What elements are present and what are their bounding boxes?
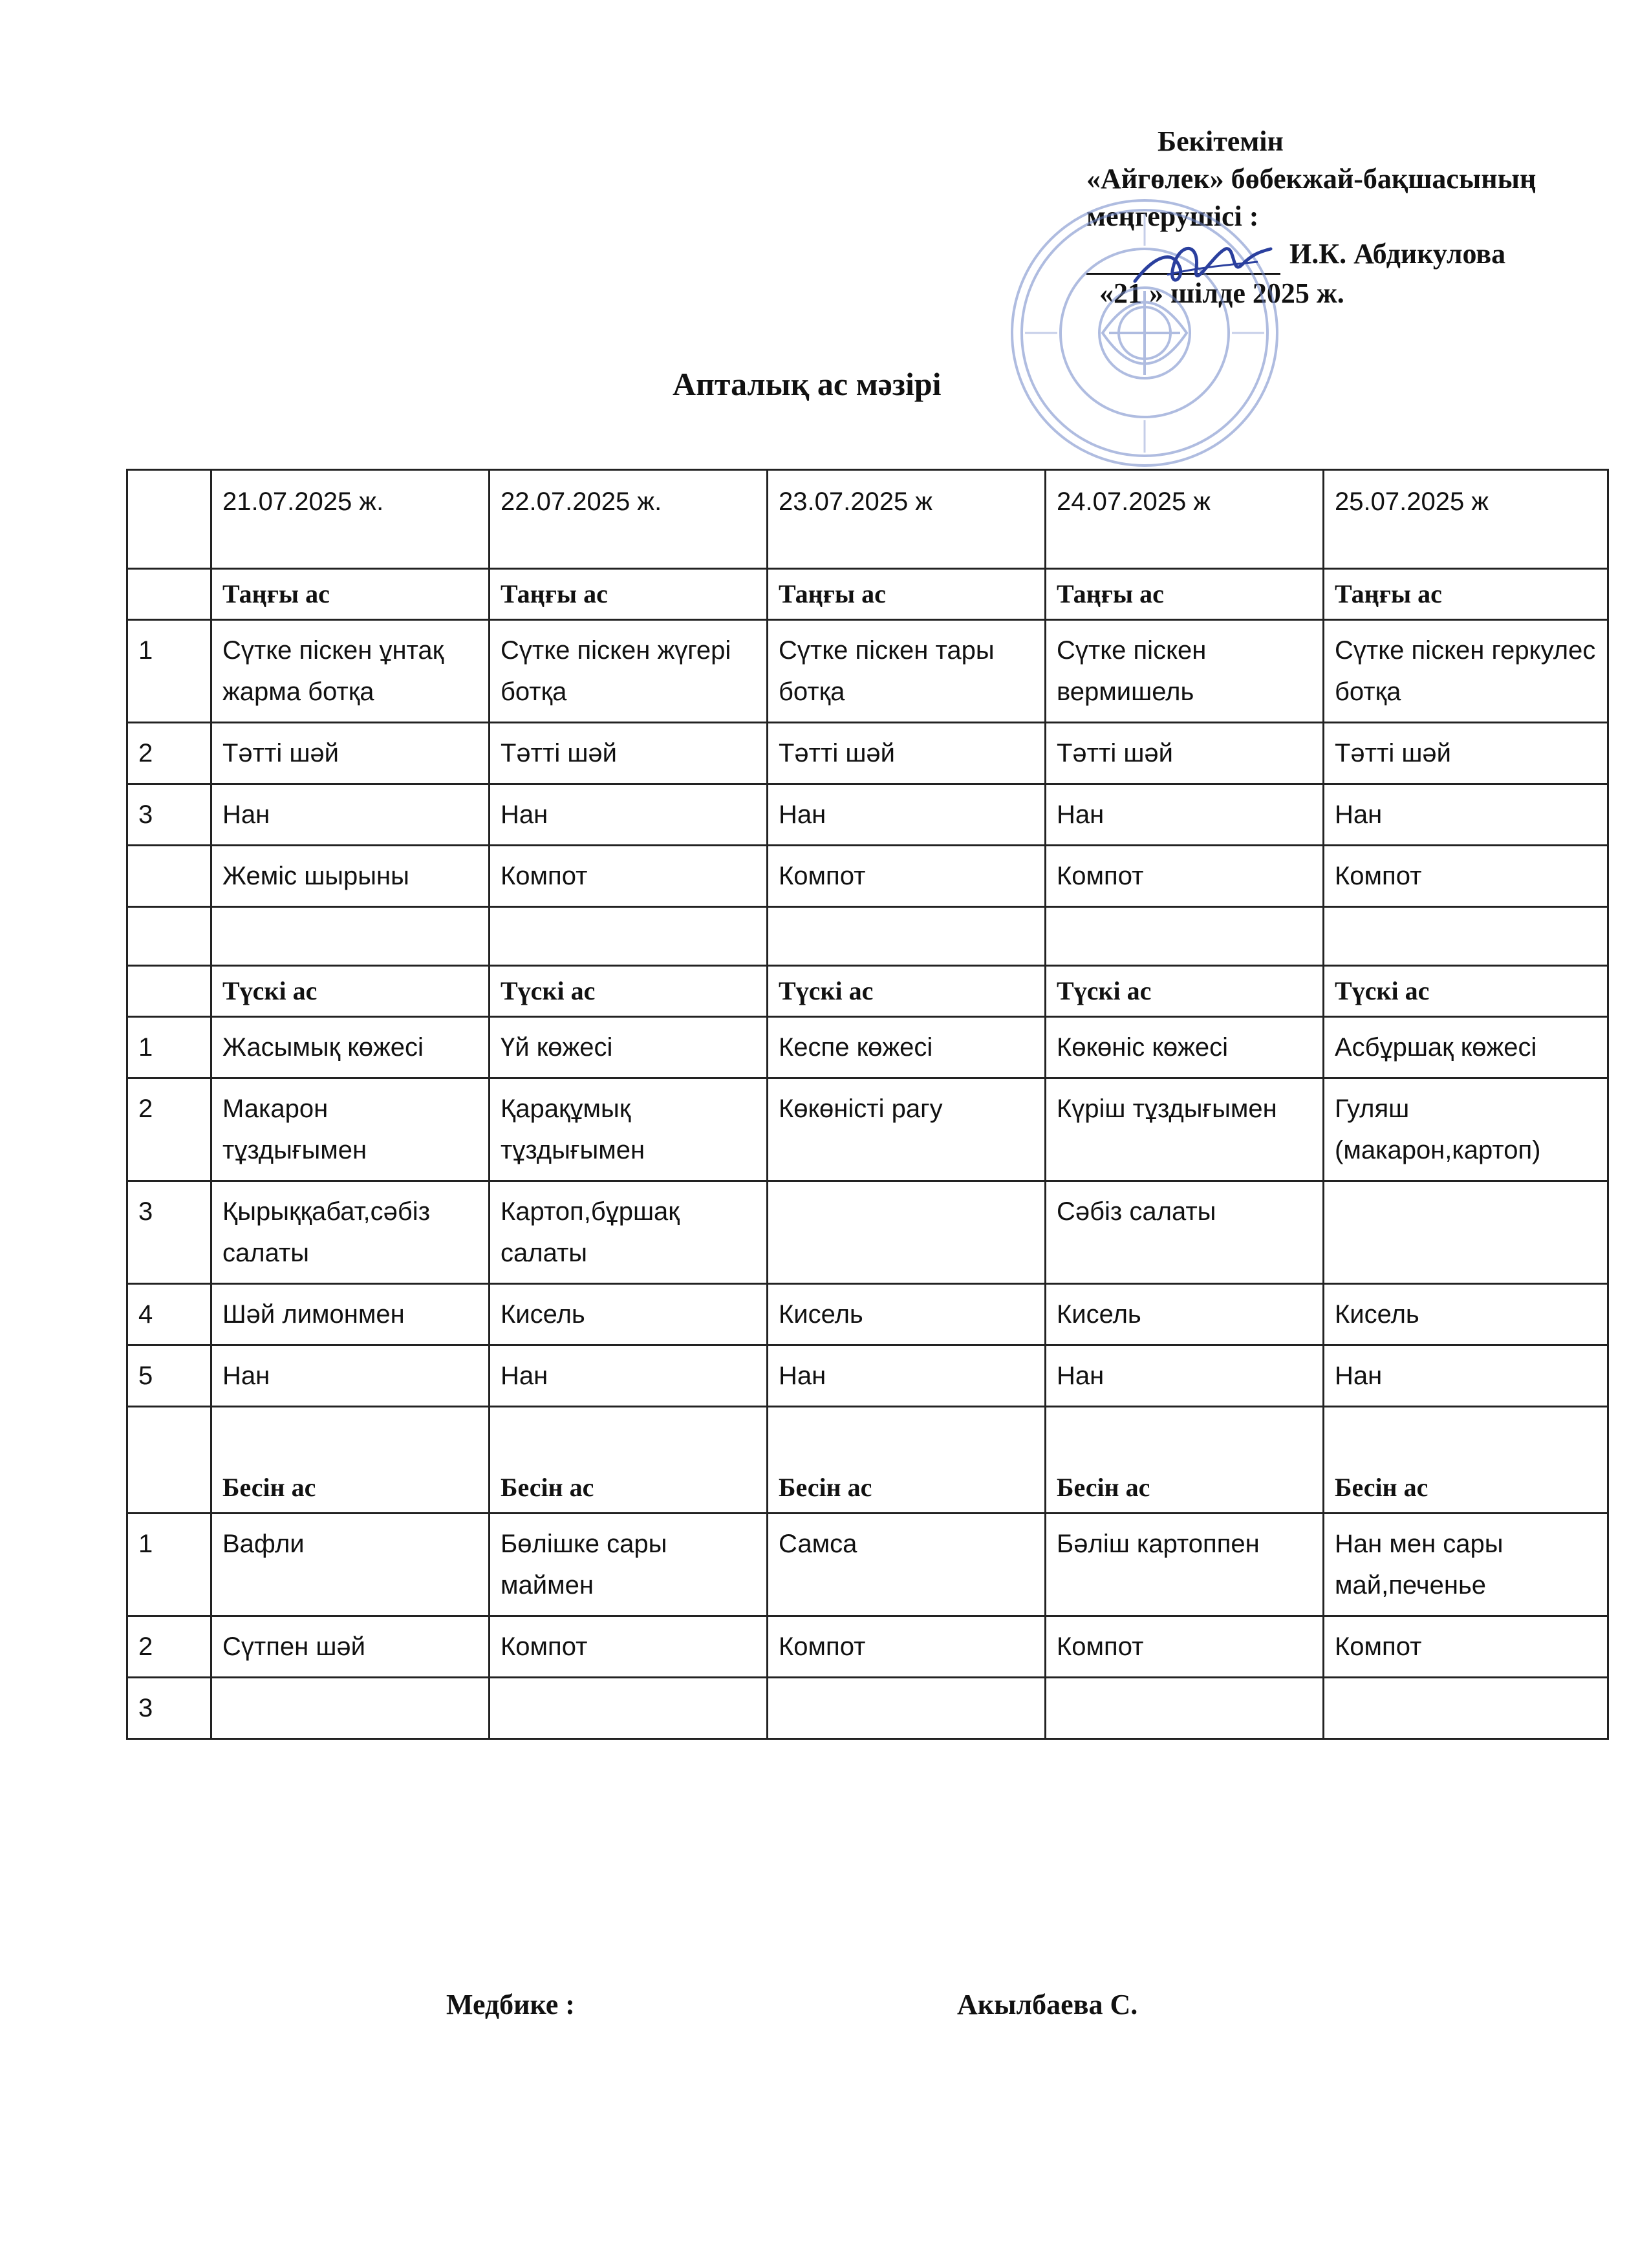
row-number: 2 — [127, 723, 211, 784]
breakfast-header-row — [127, 569, 1608, 620]
table-row — [127, 1078, 1608, 1181]
dish-cell — [1324, 1678, 1608, 1739]
lunch-label: Түскі ас — [211, 966, 490, 1017]
dish-cell: Нан — [211, 784, 490, 846]
meal-header-num — [127, 569, 211, 620]
dish-cell: Тәтті шәй — [768, 723, 1046, 784]
breakfast-label: Таңғы ас — [1324, 569, 1608, 620]
dish-cell: Нан — [490, 1345, 768, 1407]
meal-header-num — [127, 966, 211, 1017]
dish-cell: Тәтті шәй — [1046, 723, 1324, 784]
dish-cell: Компот — [1046, 1616, 1324, 1678]
date-cell: 23.07.2025 ж — [768, 470, 1046, 569]
dish-cell: Картоп,бұршақ салаты — [490, 1181, 768, 1284]
row-number: 4 — [127, 1284, 211, 1345]
date-cell: 22.07.2025 ж. — [490, 470, 768, 569]
table-row — [127, 1181, 1608, 1284]
dish-cell: Кеспе көжесі — [768, 1017, 1046, 1078]
dish-cell: Тәтті шәй — [211, 723, 490, 784]
dish-cell: Нан — [211, 1345, 490, 1407]
dish-cell: Сәбіз салаты — [1046, 1181, 1324, 1284]
row-number: 1 — [127, 1514, 211, 1616]
snack-label: Бесін ас — [768, 1407, 1046, 1514]
dish-cell — [768, 907, 1046, 966]
approval-date: «21 » шілде 2025 ж. — [1099, 277, 1344, 309]
dish-cell — [1324, 1181, 1608, 1284]
dish-cell: Асбұршақ көжесі — [1324, 1017, 1608, 1078]
table-row — [127, 1616, 1608, 1678]
dish-cell: Жеміс шырыны — [211, 846, 490, 907]
approval-name: И.К. Абдикулова — [1289, 238, 1506, 270]
dish-cell: Бөлішке сары маймен — [490, 1514, 768, 1616]
signature-icon — [1128, 230, 1277, 301]
row-number: 2 — [127, 1616, 211, 1678]
dish-cell: Кисель — [490, 1284, 768, 1345]
dish-cell: Нан — [768, 784, 1046, 846]
table-row — [127, 1017, 1608, 1078]
approval-organization: «Айгөлек» бөбекжай-бақшасының — [1086, 163, 1536, 195]
row-number — [127, 846, 211, 907]
dish-cell: Сүтке піскен тары ботқа — [768, 620, 1046, 723]
approval-heading: Бекітемін — [1158, 125, 1284, 157]
breakfast-label: Таңғы ас — [211, 569, 490, 620]
table-row — [127, 1514, 1608, 1616]
lunch-header-row — [127, 966, 1608, 1017]
dish-cell: Сүтке піскен геркулес ботқа — [1324, 620, 1608, 723]
dish-cell: Нан — [1324, 1345, 1608, 1407]
dish-cell: Күріш тұздығымен — [1046, 1078, 1324, 1181]
corner-cell — [127, 470, 211, 569]
dish-cell — [1046, 1678, 1324, 1739]
dish-cell: Нан — [1324, 784, 1608, 846]
snack-header-row — [127, 1407, 1608, 1514]
dish-cell: Сүтке піскен вермишель — [1046, 620, 1324, 723]
dish-cell: Кисель — [768, 1284, 1046, 1345]
dish-cell — [1046, 907, 1324, 966]
dish-cell — [768, 1678, 1046, 1739]
breakfast-label: Таңғы ас — [490, 569, 768, 620]
dish-cell: Нан — [490, 784, 768, 846]
row-number: 2 — [127, 1078, 211, 1181]
dish-cell: Сүтпен шәй — [211, 1616, 490, 1678]
dish-cell: Жасымық көжесі — [211, 1017, 490, 1078]
lunch-label: Түскі ас — [490, 966, 768, 1017]
breakfast-label: Таңғы ас — [1046, 569, 1324, 620]
date-header-row — [127, 470, 1608, 569]
dish-cell — [1324, 907, 1608, 966]
row-number: 3 — [127, 1181, 211, 1284]
dish-cell: Компот — [1324, 846, 1608, 907]
dish-cell: Тәтті шәй — [1324, 723, 1608, 784]
snack-label: Бесін ас — [211, 1407, 490, 1514]
table-row — [127, 784, 1608, 846]
dish-cell: Үй көжесі — [490, 1017, 768, 1078]
table-row — [127, 907, 1608, 966]
dish-cell: Компот — [490, 1616, 768, 1678]
table-row — [127, 620, 1608, 723]
table-row — [127, 846, 1608, 907]
dish-cell: Тәтті шәй — [490, 723, 768, 784]
row-number — [127, 907, 211, 966]
snack-label: Бесін ас — [490, 1407, 768, 1514]
table-row — [127, 1678, 1608, 1739]
dish-cell — [211, 1678, 490, 1739]
snack-label: Бесін ас — [1324, 1407, 1608, 1514]
dish-cell: Нан — [1046, 1345, 1324, 1407]
row-number: 1 — [127, 1017, 211, 1078]
dish-cell — [211, 907, 490, 966]
dish-cell: Көкөніс көжесі — [1046, 1017, 1324, 1078]
date-cell: 25.07.2025 ж — [1324, 470, 1608, 569]
nurse-name: Акылбаева С. — [957, 1989, 1138, 2020]
breakfast-label: Таңғы ас — [768, 569, 1046, 620]
dish-cell: Компот — [490, 846, 768, 907]
dish-cell: Шәй лимонмен — [211, 1284, 490, 1345]
dish-cell: Макарон тұздығымен — [211, 1078, 490, 1181]
dish-cell: Самса — [768, 1514, 1046, 1616]
row-number: 1 — [127, 620, 211, 723]
dish-cell: Нан мен сары май,печенье — [1324, 1514, 1608, 1616]
table-row — [127, 1345, 1608, 1407]
dish-cell: Қырыққабат,сәбіз салаты — [211, 1181, 490, 1284]
dish-cell: Компот — [1324, 1616, 1608, 1678]
date-cell: 24.07.2025 ж — [1046, 470, 1324, 569]
row-number: 5 — [127, 1345, 211, 1407]
nurse-label: Медбике : — [446, 1989, 575, 2020]
dish-cell — [490, 907, 768, 966]
dish-cell: Компот — [1046, 846, 1324, 907]
dish-cell: Сүтке піскен жүгері ботқа — [490, 620, 768, 723]
dish-cell: Компот — [768, 1616, 1046, 1678]
dish-cell: Гуляш (макарон,картоп) — [1324, 1078, 1608, 1181]
dish-cell: Нан — [768, 1345, 1046, 1407]
dish-cell: Бәліш картоппен — [1046, 1514, 1324, 1616]
dish-cell: Сүтке піскен ұнтақ жарма ботқа — [211, 620, 490, 723]
dish-cell: Нан — [1046, 784, 1324, 846]
lunch-label: Түскі ас — [1324, 966, 1608, 1017]
dish-cell: Кисель — [1324, 1284, 1608, 1345]
row-number: 3 — [127, 1678, 211, 1739]
dish-cell — [490, 1678, 768, 1739]
table-row — [127, 1284, 1608, 1345]
dish-cell: Қарақұмық тұздығымен — [490, 1078, 768, 1181]
dish-cell: Компот — [768, 846, 1046, 907]
lunch-label: Түскі ас — [768, 966, 1046, 1017]
table-row — [127, 723, 1608, 784]
page-title: Апталық ас мәзірі — [673, 366, 942, 402]
weekly-menu-table — [126, 469, 1609, 1740]
dish-cell: Кисель — [1046, 1284, 1324, 1345]
row-number: 3 — [127, 784, 211, 846]
dish-cell: Көкөністі рагу — [768, 1078, 1046, 1181]
lunch-label: Түскі ас — [1046, 966, 1324, 1017]
dish-cell — [768, 1181, 1046, 1284]
approval-position: меңгерушісі : — [1086, 200, 1259, 232]
dish-cell: Вафли — [211, 1514, 490, 1616]
snack-label: Бесін ас — [1046, 1407, 1324, 1514]
date-cell: 21.07.2025 ж. — [211, 470, 490, 569]
meal-header-num — [127, 1407, 211, 1514]
